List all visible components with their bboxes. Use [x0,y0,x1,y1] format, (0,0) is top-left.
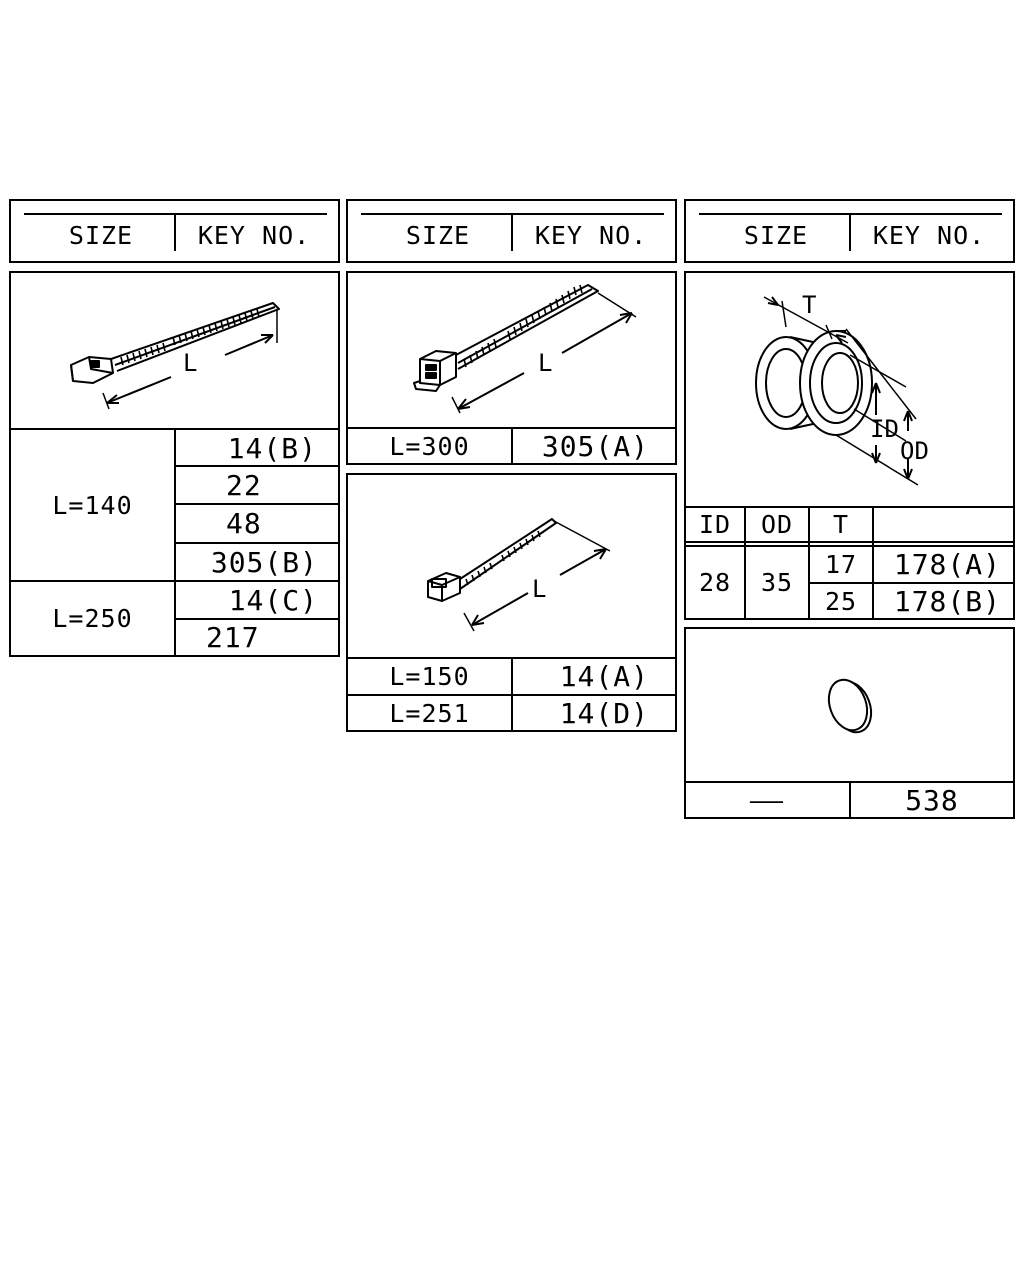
key-header: KEY NO. [872,220,986,250]
col-header-t: T [832,510,850,539]
key-cell: 22 [226,468,262,502]
size-header: SIZE [68,220,134,250]
key-cell: 178(A) [893,548,1001,581]
key-cell: 538 [905,783,959,817]
od-value: 35 [760,568,794,597]
size-cell: L=140 [52,490,133,520]
size-cell: — [749,785,786,815]
dim-label-l: L [183,349,198,377]
key-cell: 14(B) [227,431,317,465]
dim-label-id: ID [870,415,899,443]
size-cell: L=251 [389,698,470,728]
col-header-id: ID [698,510,732,539]
t-value: 17 [824,550,858,579]
tie-large-section [9,271,340,657]
plug-illustration [686,629,1013,781]
size-header: SIZE [743,220,809,250]
dim-label-l: L [538,349,553,377]
header-box-1 [9,199,340,263]
size-cell: L=300 [389,431,470,461]
header-box-3 [684,199,1015,263]
key-cell: 14(D) [559,696,649,730]
key-header: KEY NO. [534,220,648,250]
grommet-section [684,271,1015,620]
key-cell: 217 [206,621,260,654]
key-cell: 14(C) [228,583,318,617]
t-value: 25 [824,586,858,616]
plug-section [684,627,1015,819]
cable-tie-large-illustration [11,273,338,428]
size-cell: L=250 [52,604,133,633]
dim-label-t: T [802,291,817,319]
grommet-illustration [686,273,1013,507]
key-header: KEY NO. [197,220,311,250]
size-header: SIZE [405,220,471,250]
tie-mount-section [346,271,677,465]
cable-tie-mount-illustration [348,273,675,428]
key-cell: 178(B) [893,584,1001,618]
dim-label-od: OD [900,437,929,465]
size-cell: L=150 [389,662,470,691]
cable-tie-small-illustration [348,475,675,657]
tie-small-section [346,473,677,732]
key-cell: 305(A) [541,429,649,463]
key-cell: 305(B) [210,545,318,579]
dim-label-l: L [532,575,547,603]
header-box-2 [346,199,677,263]
key-cell: 14(A) [559,660,649,693]
key-cell: 48 [226,507,262,540]
col-header-od: OD [760,510,794,539]
id-value: 28 [698,568,732,597]
